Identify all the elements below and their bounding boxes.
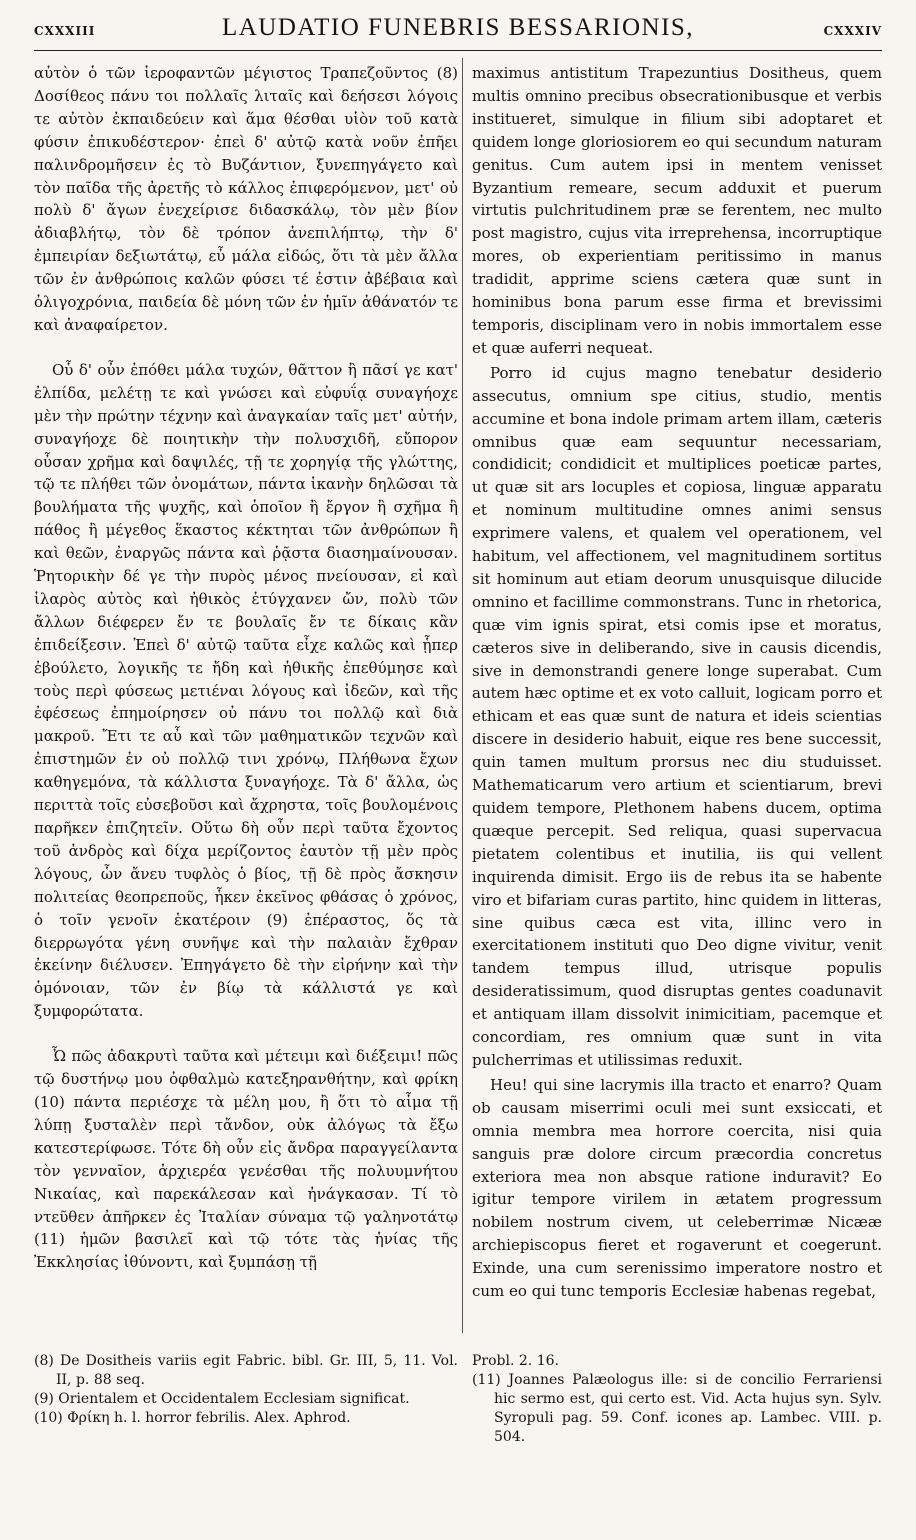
latin-text-column (472, 62, 882, 1303)
greek-paragraph: Ὦ πῶς ἀδακρυτὶ ταῦτα καὶ μέτειμι καὶ διέξειμι! πῶς τῷ δυστήνῳ μου ὀφθαλμὼ κατεξηρανθήτην, καὶ φρίκη (10) πάντα περιέσχε τὰ μέλη μου, ἢ ὅτι τὸ αἷμα τῇ λύπῃ ξυσταλὲν περὶ τἄνδον, οὐκ ἀλόγως τὰ ἔξω κατεστερίφωσε. Τότε δὴ οὖν εἰς ἄνδρα παραγγείλαντα τὸν γενναῖον, ἀρχιερέα γενέσθαι τῆς πολυυμνήτου Νικαίας, καὶ παρεκάλεσαν καὶ ἠνάγκασαν. Τί τὸ ντεῦθεν ἀπῆρκεν ἐς Ἰταλίαν σύναμα τῷ γαληνοτάτῳ (11) ἡμῶν βασιλεῖ καὶ τῷ τότε τὰς ἡνίας τῆς Ἐκκλησίας ἰθύνοντι, καὶ ξυμπάσῃ τῇ (34, 1047, 458, 1272)
right-page-number: CXXXIV (823, 24, 882, 38)
greek-text-column (34, 62, 458, 1274)
running-header (34, 10, 882, 51)
footnote: (11) Joannes Palæologus ille: si de concilio Ferrariensi hic sermo est, qui certo est. Vid. Acta hujus syn. Sylv. Syropuli pag. 59. Conf. icones ap. Lambec. VIII. p. 504. (472, 1372, 882, 1445)
greek-paragraph: αὐτὸν ὁ τῶν ἱεροφαντῶν μέγιστος Τραπεζοῦντος (8) Δοσίθεος πάνυ τοι πολλαῖς λιταῖς καὶ δεήσεσι λόγοις τε αὐτὸν ἐκπαιδεύειν καὶ ἅμα θέσθαι υἱὸν τοῦ κατὰ φύσιν ἐπικυδέστερον· ἐπεὶ δ' αὐτῷ κατὰ νοῦν ἐπῆει παλινδρομῆσειν ἐς τὸ Βυζάντιον, ξυνεπηγάγετο καὶ τὸν παῖδα τῆς ἀρετῆς τὸ κάλλος ἐπιφερόμενον, μετ' οὐ πολὺ δ' ἄγων ἐνεχείρισε διδασκάλῳ, τὸν μὲν βίον ἀδιαβλήτῳ, τὸν δὲ τρόπον ἀνεπιλήπτῳ, τὴν δ' ἐμπειρίαν δεξιωτάτῳ, εὖ μάλα εἰδώς, ὅτι τὰ μὲν ἄλλα τῶν ἐν ἀνθρώποις καλῶν φύσει τέ ἐστιν ἀβέβαια καὶ ὀλιγοχρόνια, παιδεία δὲ μόνη τῶν ἐν ἡμῖν ἀθάνατόν τε καὶ ἀναφαίρετον. (34, 64, 458, 334)
footnote-continuation: Probl. 2. 16. (472, 1353, 559, 1369)
footnotes-right (472, 1352, 882, 1447)
running-title: LAUDATIO FUNEBRIS BESSARIONIS, (221, 14, 695, 41)
footnote: (9) Orientalem et Occidentalem Ecclesiam significat. (34, 1391, 410, 1407)
column-divider (462, 58, 463, 1333)
greek-paragraph: Οὗ δ' οὖν ἐπόθει μάλα τυχών, θᾶττον ἢ πᾶσί γε κατ' ἐλπίδα, μελέτῃ τε καὶ γνώσει καὶ εὐφυΐᾳ συναγήοχε μὲν τὴν πρώτην τέχνην καὶ ἀναγκαίαν ταῖς μετ' αὐτήν, συναγήοχε δὲ ποιητικὴν τὴν πολυσχιδῆ, εὔπορον οὖσαν χρῆμα καὶ δαψιλές, τῇ τε χορηγίᾳ τῆς γλώττης, τῷ τε πλήθει τῶν ὀνομάτων, πάντα ἱκανὴν δηλῶσαι τὰ βουλήματα τῆς ψυχῆς, καὶ ὁποῖον ἢ ἔργον ἢ σχῆμα ἢ πάθος ἢ μέγεθος ἕκαστος κέκτηται τῶν ἀνθρώπων ἢ καὶ θεῶν, ἐναργῶς πάντα καὶ ῥᾷστα διασημαίνουσαν. Ῥητορικὴν δέ γε τὴν πυρὸς μένος πνείουσαν, εἰ καὶ ἱλαρὸς αὐτὸς καὶ ἠθικὸς ἐτύγχανεν ὤν, πολὺ τῶν ἄλλων διέφερεν ἔν τε βουλαῖς ἔν τε δίκαις κἂν ἐπιδείξεσιν. Ἐπεὶ δ' αὐτῷ ταῦτα εἶχε καλῶς καὶ ᾗπερ ἐβούλετο, λογικῆς τε ἤδη καὶ ἠθικῆς ἐπεθύμησε καὶ τοὺς περὶ φύσεως μετιέναι λόγους καὶ ἰδεῶν, καὶ τῆς ἐφέσεως ἐπημοίρησεν οὐ πάνυ τοι πολλῷ καὶ διὰ μακροῦ. Ἔτι τε αὖ καὶ τῶν μαθηματικῶν τεχνῶν καὶ ἐπιστημῶν ἐν οὐ πολλῷ τινι χρόνῳ, Πλήθωνα ἔχων καθηγεμόνα, τὰ κάλλιστα ξυναγήοχε. Τὰ δ' ἄλλα, ὡς περιττὰ τοῖς εὐσεβοῦσι καὶ ἄχρηστα, τοῖς βουλομένοις παρῆκεν ἐπιζητεῖν. Οὕτω δὴ οὖν περὶ ταῦτα ἔχοντος τοῦ ἀνδρὸς καὶ δίχα μερίζοντος ἑαυτὸν τῇ μὲν πρὸς λόγους, ὧν ἄνευ τυφλὸς ὁ βίος, τῇ δὲ πρὸς ἄσκησιν πολιτείας θεοπρεποῦς, ἧκεν ἐκεῖνος φθάσας ὁ χρόνος, ὁ τοῖν γενοῖν ἑκατέροιν (9) ἐπέραστος, ὅς τὰ διερρωγότα γένη συνῆψε καὶ τὴν παλαιὰν ἔχθραν ἐκείνην διέλυσεν. Ἐπηγάγετο δὲ τὴν εἰρήνην καὶ τὴν ὁμόνοιαν, τῶν ἐν βίῳ τὰ κάλλιστά γε καὶ ξυμφορώτατα. (34, 360, 458, 1021)
latin-paragraph: Heu! qui sine lacrymis illa tracto et enarro? Quam ob causam miserrimi oculi mei sunt exsiccati, et omnia membra mea horrore coercita, nisi quia sanguis præ dolore circum præcordia concretus exteriora mea non absque ratione induravit? Eo igitur tempore virilem in ætatem progressum nobilem nostrum civem, ut celeberrimæ Nicææ archiepiscopus fieret et rogaverunt et coegerunt. Exinde, una cum serenissimo imperatore nostro et cum eo qui tunc temporis Ecclesiæ habenas regebat, (472, 1075, 882, 1301)
footnotes-left (34, 1352, 458, 1428)
left-page-number: CXXXIII (34, 24, 96, 38)
footnote: (8) De Dositheis variis egit Fabric. bibl. Gr. III, 5, 11. Vol. II, p. 88 seq. (34, 1353, 458, 1388)
latin-paragraph: Porro id cujus magno tenebatur desiderio assecutus, omnium spe citius, studio, mentis accumine et bona indole primam artem illam, cæteris omnibus quæ eam sequuntur necessariam, condidicit; condidicit et multiplices poeticæ partes, ut quæ sit ars locuples et copiosa, linguæ apparatu et nominum multitudine omnes animi sensus exprimere valens, et qualem vel operationem, vel habitum, vel affectionem, vel magnitudinem sortitus sit hominum aut etiam deorum unusquisque dilucide omnino et facillime commonstrans. Tunc in rhetorica, quæ vim ignis spirat, etsi comis ipse et moratus, cæteros sive in deliberando, sive in causis dicendis, sive in demonstrandi genere longe superabat. Cum autem hæc optime et ex voto calluit, logicam porro et ethicam et eas quæ sunt de natura et ideis scientias discere in desiderio habuit, eique res bene successit, quin tamen multum prorsus nec diu studuisset. Mathematicarum vero artium et scientiarum, brevi quidem tempore, Plethonem habens ducem, optima quæque percepit. Sed reliqua, quasi supervacua pietatem colentibus et inutilia, iis qui vellent inquirenda dimisit. Ergo iis de rebus ita se habente viro et bifariam curas partito, hinc quidem in litteras, sine quibus cæca est vita, illinc vero in exercitationem instituti quo Deo digne vivitur, venit tandem tempus illud, utrisque populis desideratissimum, quod disruptas gentes coadunavit et antiquam illam dissolvit inimicitiam, pacemque et concordiam, res omnium quæ sunt in vita pulcherrimas et utilissimas reduxit. (472, 363, 882, 1069)
latin-paragraph: maximus antistitum Trapezuntius Dositheus, quem multis omnino precibus obsecrationibusque et verbis institueret, simulque in filium sibi adoptaret et quidem longe gloriosiorem eo qui secundum naturam genitus. Cum autem ipsi in mentem venisset Byzantium remeare, secum adduxit et puerum virtutis pulchritudinem præ se ferentem, nec multo post magistro, cujus vita irreprehensa, incorruptique mores, ob experientiam peritissimo in manus tradidit, apprime sciens cætera quæ sunt in hominibus bona parum esse firma et brevissimi temporis, disciplinam vero in nobis immortalem esse et quæ auferri nequeat. (472, 64, 882, 357)
footnote: (10) Φρίκη h. l. horror febrilis. Alex. Aphrod. (34, 1410, 351, 1426)
